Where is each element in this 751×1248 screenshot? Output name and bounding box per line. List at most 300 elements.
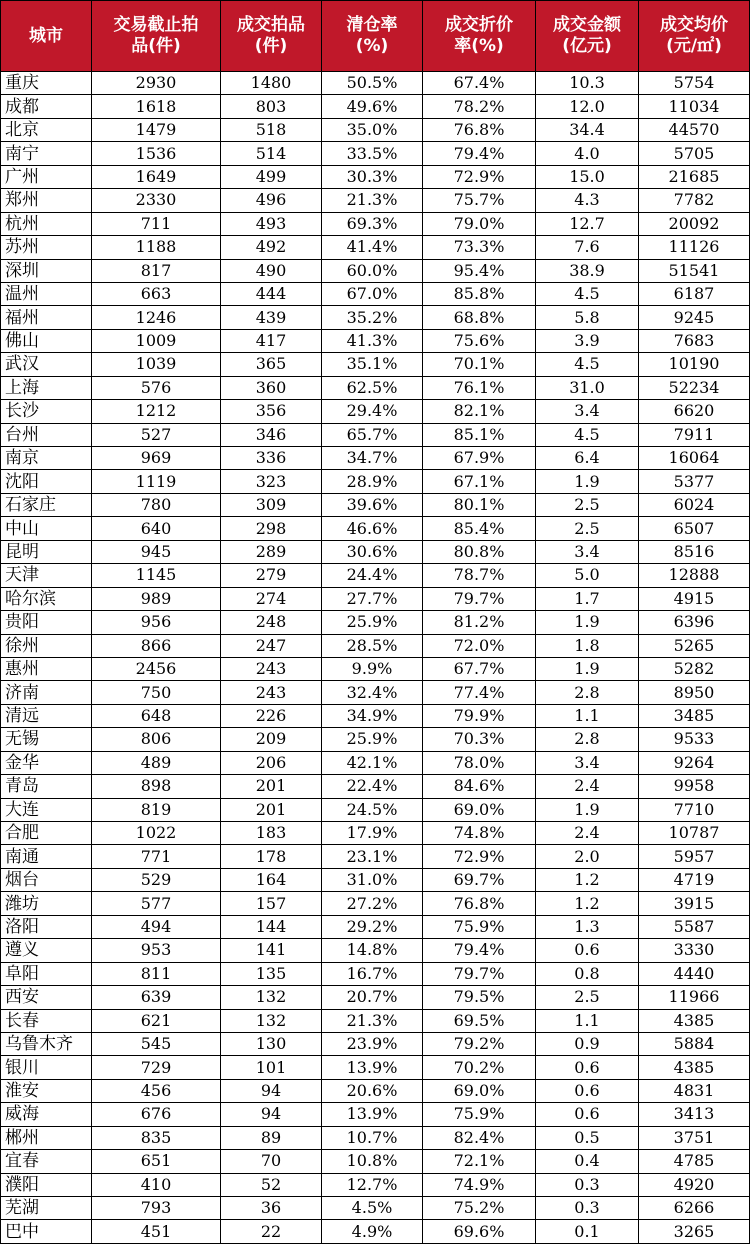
cell-amount: 1.7: [536, 587, 639, 610]
cell-clearance-rate: 22.4%: [322, 775, 423, 798]
cell-discount-rate: 80.1%: [423, 493, 536, 516]
cell-lots-sold: 309: [221, 493, 322, 516]
cell-avg-price: 4915: [639, 587, 750, 610]
table-row: [1, 564, 750, 587]
cell-lots-sold: 101: [221, 1056, 322, 1079]
table-row: [1, 798, 750, 821]
cell-amount: 1.1: [536, 1009, 639, 1032]
cell-city: 淮安: [1, 1079, 92, 1102]
cell-lots-due: 2330: [92, 189, 221, 212]
cell-lots-due: 817: [92, 259, 221, 282]
cell-city: 福州: [1, 306, 92, 329]
header-row: [1, 1, 750, 72]
cell-clearance-rate: 28.5%: [322, 634, 423, 657]
cell-avg-price: 3915: [639, 892, 750, 915]
cell-discount-rate: 69.7%: [423, 868, 536, 891]
header-avg-price: 成交均价 (元/㎡): [639, 1, 750, 72]
cell-discount-rate: 68.8%: [423, 306, 536, 329]
cell-discount-rate: 70.3%: [423, 728, 536, 751]
cell-discount-rate: 84.6%: [423, 775, 536, 798]
table-row: [1, 470, 750, 493]
cell-avg-price: 9533: [639, 728, 750, 751]
cell-lots-sold: 289: [221, 540, 322, 563]
cell-amount: 2.8: [536, 681, 639, 704]
table-row: [1, 915, 750, 938]
cell-amount: 4.5: [536, 423, 639, 446]
cell-amount: 0.5: [536, 1126, 639, 1149]
cell-avg-price: 3413: [639, 1103, 750, 1126]
cell-city: 濮阳: [1, 1173, 92, 1196]
cell-lots-sold: 157: [221, 892, 322, 915]
cell-discount-rate: 76.8%: [423, 892, 536, 915]
cell-lots-due: 576: [92, 376, 221, 399]
cell-city: 烟台: [1, 868, 92, 891]
cell-city: 郑州: [1, 189, 92, 212]
cell-amount: 2.4: [536, 775, 639, 798]
cell-lots-due: 729: [92, 1056, 221, 1079]
table-row: [1, 236, 750, 259]
cell-lots-sold: 499: [221, 165, 322, 188]
cell-lots-sold: 243: [221, 657, 322, 680]
cell-lots-sold: 365: [221, 353, 322, 376]
cell-city: 南宁: [1, 142, 92, 165]
cell-amount: 3.9: [536, 329, 639, 352]
table-row: [1, 962, 750, 985]
cell-city: 合肥: [1, 822, 92, 845]
cell-clearance-rate: 27.2%: [322, 892, 423, 915]
cell-clearance-rate: 10.7%: [322, 1126, 423, 1149]
table-row: [1, 845, 750, 868]
table-row: [1, 165, 750, 188]
cell-lots-due: 1009: [92, 329, 221, 352]
cell-amount: 1.1: [536, 704, 639, 727]
table-row: [1, 447, 750, 470]
cell-city: 贵阳: [1, 611, 92, 634]
cell-discount-rate: 78.0%: [423, 751, 536, 774]
cell-city: 大连: [1, 798, 92, 821]
cell-city: 杭州: [1, 212, 92, 235]
table-row: [1, 142, 750, 165]
table-row: [1, 775, 750, 798]
cell-avg-price: 3265: [639, 1220, 750, 1243]
table-row: [1, 822, 750, 845]
cell-avg-price: 9264: [639, 751, 750, 774]
cell-avg-price: 51541: [639, 259, 750, 282]
cell-amount: 0.1: [536, 1220, 639, 1243]
cell-lots-due: 806: [92, 728, 221, 751]
header-discount-rate: 成交折价 率(%): [423, 1, 536, 72]
cell-lots-sold: 141: [221, 939, 322, 962]
cell-lots-due: 2456: [92, 657, 221, 680]
header-lots-sold: 成交拍品 (件): [221, 1, 322, 72]
cell-city: 惠州: [1, 657, 92, 680]
table-row: [1, 1220, 750, 1243]
cell-amount: 1.9: [536, 657, 639, 680]
cell-amount: 2.5: [536, 493, 639, 516]
cell-discount-rate: 70.1%: [423, 353, 536, 376]
cell-avg-price: 3330: [639, 939, 750, 962]
cell-city: 昆明: [1, 540, 92, 563]
cell-lots-sold: 135: [221, 962, 322, 985]
table-row: [1, 728, 750, 751]
cell-discount-rate: 85.4%: [423, 517, 536, 540]
cell-amount: 4.5: [536, 353, 639, 376]
cell-clearance-rate: 34.7%: [322, 447, 423, 470]
cell-discount-rate: 82.4%: [423, 1126, 536, 1149]
cell-city: 广州: [1, 165, 92, 188]
cell-lots-sold: 132: [221, 986, 322, 1009]
cell-amount: 2.8: [536, 728, 639, 751]
cell-lots-due: 648: [92, 704, 221, 727]
cell-clearance-rate: 25.9%: [322, 728, 423, 751]
cell-discount-rate: 73.3%: [423, 236, 536, 259]
cell-clearance-rate: 46.6%: [322, 517, 423, 540]
cell-lots-sold: 248: [221, 611, 322, 634]
cell-clearance-rate: 32.4%: [322, 681, 423, 704]
cell-discount-rate: 85.1%: [423, 423, 536, 446]
cell-clearance-rate: 4.5%: [322, 1197, 423, 1220]
cell-clearance-rate: 31.0%: [322, 868, 423, 891]
cell-city: 沈阳: [1, 470, 92, 493]
cell-amount: 4.0: [536, 142, 639, 165]
cell-clearance-rate: 35.2%: [322, 306, 423, 329]
cell-clearance-rate: 25.9%: [322, 611, 423, 634]
cell-discount-rate: 72.9%: [423, 165, 536, 188]
table-row: [1, 376, 750, 399]
cell-clearance-rate: 35.0%: [322, 118, 423, 141]
cell-discount-rate: 79.9%: [423, 704, 536, 727]
cell-clearance-rate: 30.3%: [322, 165, 423, 188]
header-clearance-rate: 清仓率 (%): [322, 1, 423, 72]
cell-avg-price: 5884: [639, 1032, 750, 1055]
cell-discount-rate: 67.7%: [423, 657, 536, 680]
table-row: [1, 704, 750, 727]
cell-clearance-rate: 29.4%: [322, 400, 423, 423]
cell-city: 重庆: [1, 72, 92, 95]
table-row: [1, 540, 750, 563]
cell-discount-rate: 85.8%: [423, 282, 536, 305]
cell-clearance-rate: 21.3%: [322, 1009, 423, 1032]
cell-avg-price: 6024: [639, 493, 750, 516]
cell-city: 武汉: [1, 353, 92, 376]
cell-clearance-rate: 20.7%: [322, 986, 423, 1009]
cell-lots-sold: 518: [221, 118, 322, 141]
cell-avg-price: 5957: [639, 845, 750, 868]
cell-city: 潍坊: [1, 892, 92, 915]
cell-amount: 5.8: [536, 306, 639, 329]
cell-city: 青岛: [1, 775, 92, 798]
cell-amount: 0.3: [536, 1197, 639, 1220]
cell-lots-sold: 94: [221, 1103, 322, 1126]
cell-amount: 1.2: [536, 892, 639, 915]
cell-amount: 12.7: [536, 212, 639, 235]
cell-clearance-rate: 42.1%: [322, 751, 423, 774]
cell-lots-due: 771: [92, 845, 221, 868]
cell-clearance-rate: 39.6%: [322, 493, 423, 516]
cell-amount: 2.4: [536, 822, 639, 845]
header-amount: 成交金额 (亿元): [536, 1, 639, 72]
cell-amount: 15.0: [536, 165, 639, 188]
cell-avg-price: 4785: [639, 1150, 750, 1173]
cell-avg-price: 10190: [639, 353, 750, 376]
cell-avg-price: 6266: [639, 1197, 750, 1220]
cell-discount-rate: 79.7%: [423, 587, 536, 610]
cell-avg-price: 4385: [639, 1009, 750, 1032]
table-header: [1, 1, 750, 72]
cell-avg-price: 16064: [639, 447, 750, 470]
cell-city: 金华: [1, 751, 92, 774]
table-row: [1, 1197, 750, 1220]
cell-lots-due: 545: [92, 1032, 221, 1055]
cell-amount: 1.3: [536, 915, 639, 938]
table-row: [1, 189, 750, 212]
cell-avg-price: 8950: [639, 681, 750, 704]
table-row: [1, 353, 750, 376]
cell-city: 苏州: [1, 236, 92, 259]
cell-discount-rate: 76.8%: [423, 118, 536, 141]
cell-avg-price: 52234: [639, 376, 750, 399]
cell-lots-sold: 201: [221, 775, 322, 798]
cell-clearance-rate: 28.9%: [322, 470, 423, 493]
cell-lots-due: 1479: [92, 118, 221, 141]
cell-city: 遵义: [1, 939, 92, 962]
cell-discount-rate: 67.4%: [423, 72, 536, 95]
table-row: [1, 986, 750, 1009]
table-row: [1, 681, 750, 704]
cell-lots-due: 529: [92, 868, 221, 891]
cell-lots-due: 663: [92, 282, 221, 305]
header-city: 城市: [1, 1, 92, 72]
cell-city: 中山: [1, 517, 92, 540]
cell-lots-sold: 492: [221, 236, 322, 259]
cell-amount: 1.9: [536, 470, 639, 493]
cell-lots-due: 676: [92, 1103, 221, 1126]
cell-lots-sold: 323: [221, 470, 322, 493]
cell-discount-rate: 79.4%: [423, 142, 536, 165]
cell-avg-price: 7911: [639, 423, 750, 446]
cell-lots-sold: 279: [221, 564, 322, 587]
cell-city: 温州: [1, 282, 92, 305]
cell-discount-rate: 72.9%: [423, 845, 536, 868]
cell-amount: 10.3: [536, 72, 639, 95]
cell-lots-sold: 89: [221, 1126, 322, 1149]
cell-discount-rate: 69.0%: [423, 798, 536, 821]
cell-lots-due: 811: [92, 962, 221, 985]
cell-avg-price: 7683: [639, 329, 750, 352]
cell-lots-due: 793: [92, 1197, 221, 1220]
cell-discount-rate: 81.2%: [423, 611, 536, 634]
table-row: [1, 72, 750, 95]
cell-city: 佛山: [1, 329, 92, 352]
cell-avg-price: 10787: [639, 822, 750, 845]
table-row: [1, 1079, 750, 1102]
cell-city: 台州: [1, 423, 92, 446]
cell-lots-sold: 444: [221, 282, 322, 305]
cell-amount: 3.4: [536, 400, 639, 423]
table-row: [1, 1126, 750, 1149]
cell-discount-rate: 74.8%: [423, 822, 536, 845]
cell-discount-rate: 79.5%: [423, 986, 536, 1009]
cell-avg-price: 5265: [639, 634, 750, 657]
table-row: [1, 95, 750, 118]
cell-amount: 0.3: [536, 1173, 639, 1196]
cell-lots-sold: 298: [221, 517, 322, 540]
cell-amount: 7.6: [536, 236, 639, 259]
cell-lots-sold: 514: [221, 142, 322, 165]
cell-lots-sold: 183: [221, 822, 322, 845]
cell-clearance-rate: 23.1%: [322, 845, 423, 868]
table-row: [1, 634, 750, 657]
cell-avg-price: 5587: [639, 915, 750, 938]
cell-clearance-rate: 49.6%: [322, 95, 423, 118]
cell-clearance-rate: 50.5%: [322, 72, 423, 95]
cell-discount-rate: 75.9%: [423, 915, 536, 938]
cell-lots-due: 1246: [92, 306, 221, 329]
cell-discount-rate: 69.5%: [423, 1009, 536, 1032]
cell-amount: 31.0: [536, 376, 639, 399]
cell-amount: 0.6: [536, 939, 639, 962]
cell-lots-due: 1188: [92, 236, 221, 259]
cell-discount-rate: 67.9%: [423, 447, 536, 470]
table-row: [1, 611, 750, 634]
cell-city: 巴中: [1, 1220, 92, 1243]
cell-lots-sold: 243: [221, 681, 322, 704]
cell-lots-due: 866: [92, 634, 221, 657]
cell-lots-due: 489: [92, 751, 221, 774]
cell-lots-due: 1119: [92, 470, 221, 493]
table-body: [1, 72, 750, 1244]
cell-discount-rate: 75.2%: [423, 1197, 536, 1220]
cell-lots-sold: 1480: [221, 72, 322, 95]
cell-lots-due: 969: [92, 447, 221, 470]
cell-lots-due: 956: [92, 611, 221, 634]
cell-avg-price: 6187: [639, 282, 750, 305]
cell-clearance-rate: 13.9%: [322, 1056, 423, 1079]
cell-lots-sold: 360: [221, 376, 322, 399]
cell-avg-price: 3751: [639, 1126, 750, 1149]
cell-discount-rate: 74.9%: [423, 1173, 536, 1196]
table-row: [1, 1173, 750, 1196]
cell-clearance-rate: 65.7%: [322, 423, 423, 446]
cell-clearance-rate: 41.4%: [322, 236, 423, 259]
cell-lots-sold: 493: [221, 212, 322, 235]
table-row: [1, 423, 750, 446]
cell-amount: 1.2: [536, 868, 639, 891]
cell-avg-price: 8516: [639, 540, 750, 563]
cell-clearance-rate: 69.3%: [322, 212, 423, 235]
cell-city: 乌鲁木齐: [1, 1032, 92, 1055]
cell-lots-sold: 490: [221, 259, 322, 282]
cell-avg-price: 3485: [639, 704, 750, 727]
cell-lots-sold: 417: [221, 329, 322, 352]
cell-amount: 5.0: [536, 564, 639, 587]
cell-lots-sold: 130: [221, 1032, 322, 1055]
cell-lots-sold: 346: [221, 423, 322, 446]
cell-lots-sold: 226: [221, 704, 322, 727]
cell-city: 阜阳: [1, 962, 92, 985]
cell-city: 成都: [1, 95, 92, 118]
cell-avg-price: 20092: [639, 212, 750, 235]
cell-city: 清远: [1, 704, 92, 727]
cell-lots-due: 456: [92, 1079, 221, 1102]
cell-lots-due: 640: [92, 517, 221, 540]
cell-clearance-rate: 60.0%: [322, 259, 423, 282]
table-row: [1, 1032, 750, 1055]
cell-city: 徐州: [1, 634, 92, 657]
cell-lots-sold: 209: [221, 728, 322, 751]
cell-amount: 2.5: [536, 986, 639, 1009]
cell-avg-price: 6396: [639, 611, 750, 634]
cell-clearance-rate: 20.6%: [322, 1079, 423, 1102]
table-row: [1, 657, 750, 680]
table-row: [1, 118, 750, 141]
cell-avg-price: 12888: [639, 564, 750, 587]
cell-avg-price: 9245: [639, 306, 750, 329]
cell-clearance-rate: 27.7%: [322, 587, 423, 610]
cell-discount-rate: 76.1%: [423, 376, 536, 399]
cell-clearance-rate: 34.9%: [322, 704, 423, 727]
cell-discount-rate: 67.1%: [423, 470, 536, 493]
cell-lots-sold: 274: [221, 587, 322, 610]
cell-city: 宜春: [1, 1150, 92, 1173]
cell-discount-rate: 79.0%: [423, 212, 536, 235]
cell-lots-due: 780: [92, 493, 221, 516]
cell-amount: 2.0: [536, 845, 639, 868]
cell-amount: 0.9: [536, 1032, 639, 1055]
cell-avg-price: 5705: [639, 142, 750, 165]
cell-discount-rate: 72.1%: [423, 1150, 536, 1173]
cell-amount: 1.9: [536, 611, 639, 634]
cell-lots-due: 898: [92, 775, 221, 798]
cell-city: 北京: [1, 118, 92, 141]
cell-amount: 3.4: [536, 751, 639, 774]
cell-amount: 0.4: [536, 1150, 639, 1173]
cell-lots-sold: 201: [221, 798, 322, 821]
cell-amount: 1.8: [536, 634, 639, 657]
cell-city: 西安: [1, 986, 92, 1009]
cell-clearance-rate: 67.0%: [322, 282, 423, 305]
table-row: [1, 587, 750, 610]
cell-discount-rate: 70.2%: [423, 1056, 536, 1079]
table-row: [1, 282, 750, 305]
cell-city: 南京: [1, 447, 92, 470]
table-row: [1, 1150, 750, 1173]
cell-city: 洛阳: [1, 915, 92, 938]
cell-discount-rate: 77.4%: [423, 681, 536, 704]
cell-avg-price: 11966: [639, 986, 750, 1009]
cell-clearance-rate: 9.9%: [322, 657, 423, 680]
cell-discount-rate: 75.7%: [423, 189, 536, 212]
cell-lots-sold: 356: [221, 400, 322, 423]
table-row: [1, 1103, 750, 1126]
cell-lots-sold: 496: [221, 189, 322, 212]
cell-clearance-rate: 21.3%: [322, 189, 423, 212]
cell-lots-due: 1145: [92, 564, 221, 587]
cell-lots-sold: 206: [221, 751, 322, 774]
cell-city: 银川: [1, 1056, 92, 1079]
cell-discount-rate: 78.7%: [423, 564, 536, 587]
cell-lots-sold: 336: [221, 447, 322, 470]
cell-lots-due: 1536: [92, 142, 221, 165]
cell-lots-due: 945: [92, 540, 221, 563]
cell-discount-rate: 79.4%: [423, 939, 536, 962]
table-row: [1, 868, 750, 891]
cell-lots-due: 750: [92, 681, 221, 704]
table-row: [1, 493, 750, 516]
cell-avg-price: 4440: [639, 962, 750, 985]
cell-lots-due: 819: [92, 798, 221, 821]
cell-city: 深圳: [1, 259, 92, 282]
